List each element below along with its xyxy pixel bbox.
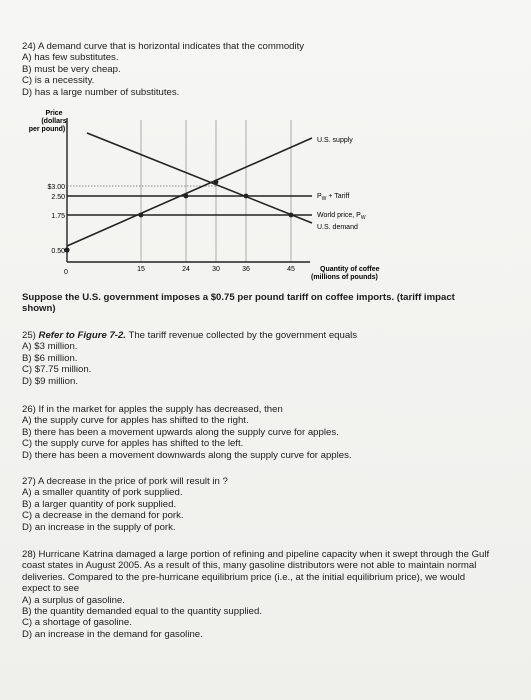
tariff-figure — [0, 0, 531, 290]
tariff-label: $P_W$ + Tariff — [317, 193, 350, 202]
x-tick-24: 24 — [182, 266, 190, 273]
point-demand-world — [289, 213, 294, 218]
option-d: D) $9 million. — [22, 375, 78, 387]
y-tick-0.50: 0.50 — [51, 248, 65, 255]
point-supply-intercept — [64, 247, 69, 252]
question-stem-line-1: 28) Hurricane Katrina damaged a large portion of refining and pipeline capacity when it swept through the Gulf — [22, 549, 490, 560]
y-axis-title-1: Price — [45, 110, 63, 117]
question-27 — [22, 476, 512, 533]
point-supply-tariff — [184, 194, 189, 199]
figure-reference: Refer to Figure 7-2. — [38, 330, 126, 341]
x-tick-36: 36 — [242, 266, 250, 273]
x-axis-title-1: Quantity of coffee — [320, 266, 380, 273]
x-axis-title-2: (millions of pounds) — [311, 274, 378, 281]
option-a: A) the supply curve for apples has shifted to the right. — [22, 415, 249, 427]
option-b: B) there has been a movement upwards along the supply curve for apples. — [22, 426, 339, 438]
demand-label: U.S. demand — [317, 224, 358, 231]
vertical-gridlines — [141, 120, 291, 262]
y-tick-1.75: 1.75 — [51, 213, 65, 220]
point-equilibrium — [214, 180, 219, 185]
option-a: A) has few substitutes. — [22, 52, 119, 64]
supply-label: U.S. supply — [317, 137, 353, 144]
question-stem — [22, 330, 512, 341]
option-c: C) is a necessity. — [22, 75, 95, 87]
y-tick-2.50: 2.50 — [51, 194, 65, 201]
equilibrium-points — [64, 180, 293, 253]
question-26 — [22, 404, 512, 461]
question-stem: 24) A demand curve that is horizontal indicates that the commodity — [22, 41, 305, 52]
option-c: C) the supply curve for apples has shifted to the left. — [22, 438, 244, 450]
option-c: C) $7.75 million. — [22, 364, 92, 376]
option-c: C) a decrease in the demand for pork. — [22, 510, 184, 522]
origin-label: 0 — [64, 269, 68, 276]
option-a: A) $3 million. — [22, 341, 78, 353]
x-tick-45: 45 — [287, 266, 295, 273]
question-stem: 26) If in the market for apples the supply has decreased, then — [22, 404, 283, 415]
y-tick-3.00: $3.00 — [47, 184, 65, 191]
question-stem: 27) A decrease in the price of pork will result in ? — [22, 476, 228, 487]
caption-line-2: shown) — [22, 303, 56, 315]
option-c: C) a shortage of gasoline. — [22, 617, 132, 629]
question-stem-line-3: deliveries. Compared to the pre-hurricane equilibrium price (i.e., at the initial equilibrium price), we would — [22, 571, 466, 583]
option-a: A) a surplus of gasoline. — [22, 594, 125, 606]
option-a: A) a smaller quantity of pork supplied. — [22, 487, 183, 499]
question-25 — [22, 330, 512, 387]
supply-curve — [67, 138, 312, 246]
question-stem-line-4: expect to see — [22, 583, 80, 595]
option-d: D) an increase in the supply of pork. — [22, 521, 176, 533]
demand-curve — [87, 133, 312, 223]
option-d: D) has a large number of substitutes. — [22, 86, 180, 98]
x-tick-15: 15 — [137, 266, 145, 273]
option-b: B) $6 million. — [22, 352, 78, 364]
caption-line-1: Suppose the U.S. government imposes a $0.75 per pound tariff on coffee imports. (tariff impact — [22, 292, 455, 303]
question-text: The tariff revenue collected by the government equals — [125, 330, 358, 341]
option-b: B) must be very cheap. — [22, 63, 121, 75]
option-b: B) the quantity demanded equal to the quantity supplied. — [22, 606, 263, 618]
x-tick-30: 30 — [212, 266, 220, 273]
point-demand-tariff — [244, 194, 249, 199]
question-28 — [22, 549, 512, 640]
question-stem-line-2: coast states in August 2005. As a result of this, many gasoline distributors were not able to maintain normal — [22, 560, 477, 572]
y-axis-title-3: per pound) — [28, 126, 66, 133]
point-supply-world — [139, 213, 144, 218]
figure-caption — [22, 292, 512, 315]
option-d: D) there has been a movement downwards along the supply curve for apples. — [22, 449, 352, 461]
y-axis-title-2: (dollars — [41, 118, 67, 125]
option-b: B) a larger quantity of pork supplied. — [22, 498, 177, 510]
option-d: D) an increase in the demand for gasoline. — [22, 628, 203, 640]
question-number: 25) — [22, 330, 36, 341]
world-price-label: World price, $P_W$ — [317, 212, 366, 221]
